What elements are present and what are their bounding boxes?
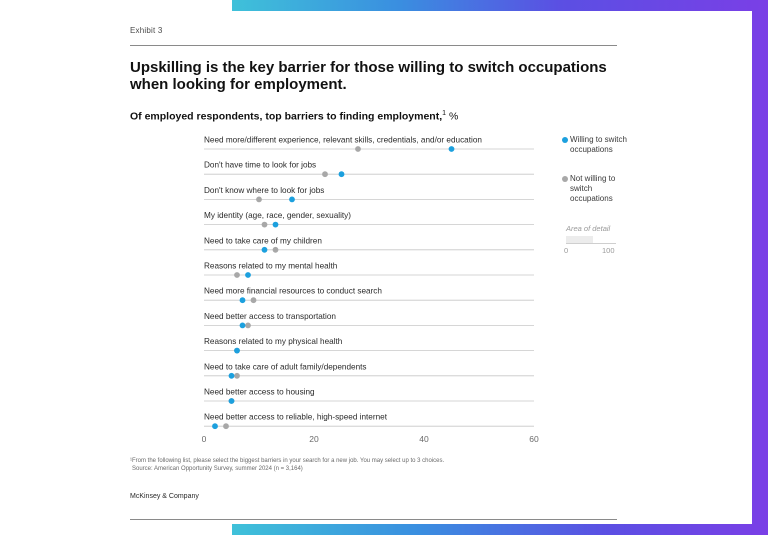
willing-point (262, 247, 268, 253)
row-label: Need better access to transportation (204, 311, 336, 321)
willing-point (240, 297, 246, 303)
row-label: Need to take care of adult family/dependents (204, 362, 367, 372)
x-tick-label: 40 (419, 434, 429, 445)
bottom-divider (130, 519, 617, 520)
willing-point (240, 323, 246, 329)
headline: Upskilling is the key barrier for those willing to switch occupations when looking for employment. (130, 59, 607, 93)
brand-name: McKinsey & Company (130, 493, 199, 500)
row-label: Need to take care of my children (204, 236, 322, 246)
willing-point (273, 222, 279, 228)
row-label: Need better access to housing (204, 387, 315, 397)
not-willing-point (251, 297, 257, 303)
willing-point (245, 272, 251, 278)
area-of-detail-label: Area of detail (566, 224, 611, 233)
row-label: Need more/different experience, relevant skills, credentials, and/or education (204, 135, 482, 145)
legend-willing-label: Willing to switch occupations (570, 135, 627, 154)
willing-point (229, 373, 235, 379)
legend-not-willing-dot (562, 176, 568, 182)
exhibit-label: Exhibit 3 (130, 26, 163, 35)
not-willing-point (245, 323, 251, 329)
not-willing-point (262, 222, 268, 228)
not-willing-point (223, 423, 229, 429)
not-willing-point (256, 197, 262, 203)
subtitle-text: Of employed respondents, top barriers to finding employment, (130, 110, 443, 123)
area-of-detail-bar (566, 236, 593, 243)
not-willing-point (234, 272, 240, 278)
area-of-detail-max: 100 (602, 246, 615, 255)
footnote-block (130, 458, 630, 473)
area-of-detail-scale (566, 243, 616, 244)
willing-point (289, 197, 295, 203)
footnote-marker: 1 (442, 110, 447, 117)
willing-point (212, 423, 218, 429)
not-willing-point (322, 171, 328, 177)
not-willing-point (355, 146, 361, 152)
legend-willing-dot (562, 137, 568, 143)
legend-not-willing-label: Not willing to switch occupations (570, 174, 616, 203)
row-label: Don't know where to look for jobs (204, 185, 325, 195)
willing-point (229, 398, 235, 404)
row-label: Need more financial resources to conduct search (204, 286, 382, 296)
row-label: Don't have time to look for jobs (204, 160, 317, 170)
x-tick-label: 60 (529, 434, 539, 445)
row-label: Need better access to reliable, high-speed internet (204, 412, 387, 422)
row-label: Reasons related to my mental health (204, 261, 338, 271)
row-label: Reasons related to my physical health (204, 337, 343, 347)
willing-point (449, 146, 455, 152)
subtitle-unit: % (448, 110, 459, 123)
area-of-detail-min: 0 (564, 246, 569, 255)
willing-point (339, 171, 345, 177)
footnote-text: ¹From the following list, please select the biggest barriers in your search for a new job. You may select up to 3 choices. (130, 458, 445, 464)
willing-point (234, 348, 240, 354)
x-tick-label: 0 (201, 434, 207, 445)
not-willing-point (234, 373, 240, 379)
x-tick-label: 20 (309, 434, 319, 445)
row-label: My identity (age, race, gender, sexuality) (204, 211, 351, 221)
not-willing-point (273, 247, 279, 253)
source-text: Source: American Opportunity Survey, summer 2024 (n = 3,164) (132, 465, 303, 472)
